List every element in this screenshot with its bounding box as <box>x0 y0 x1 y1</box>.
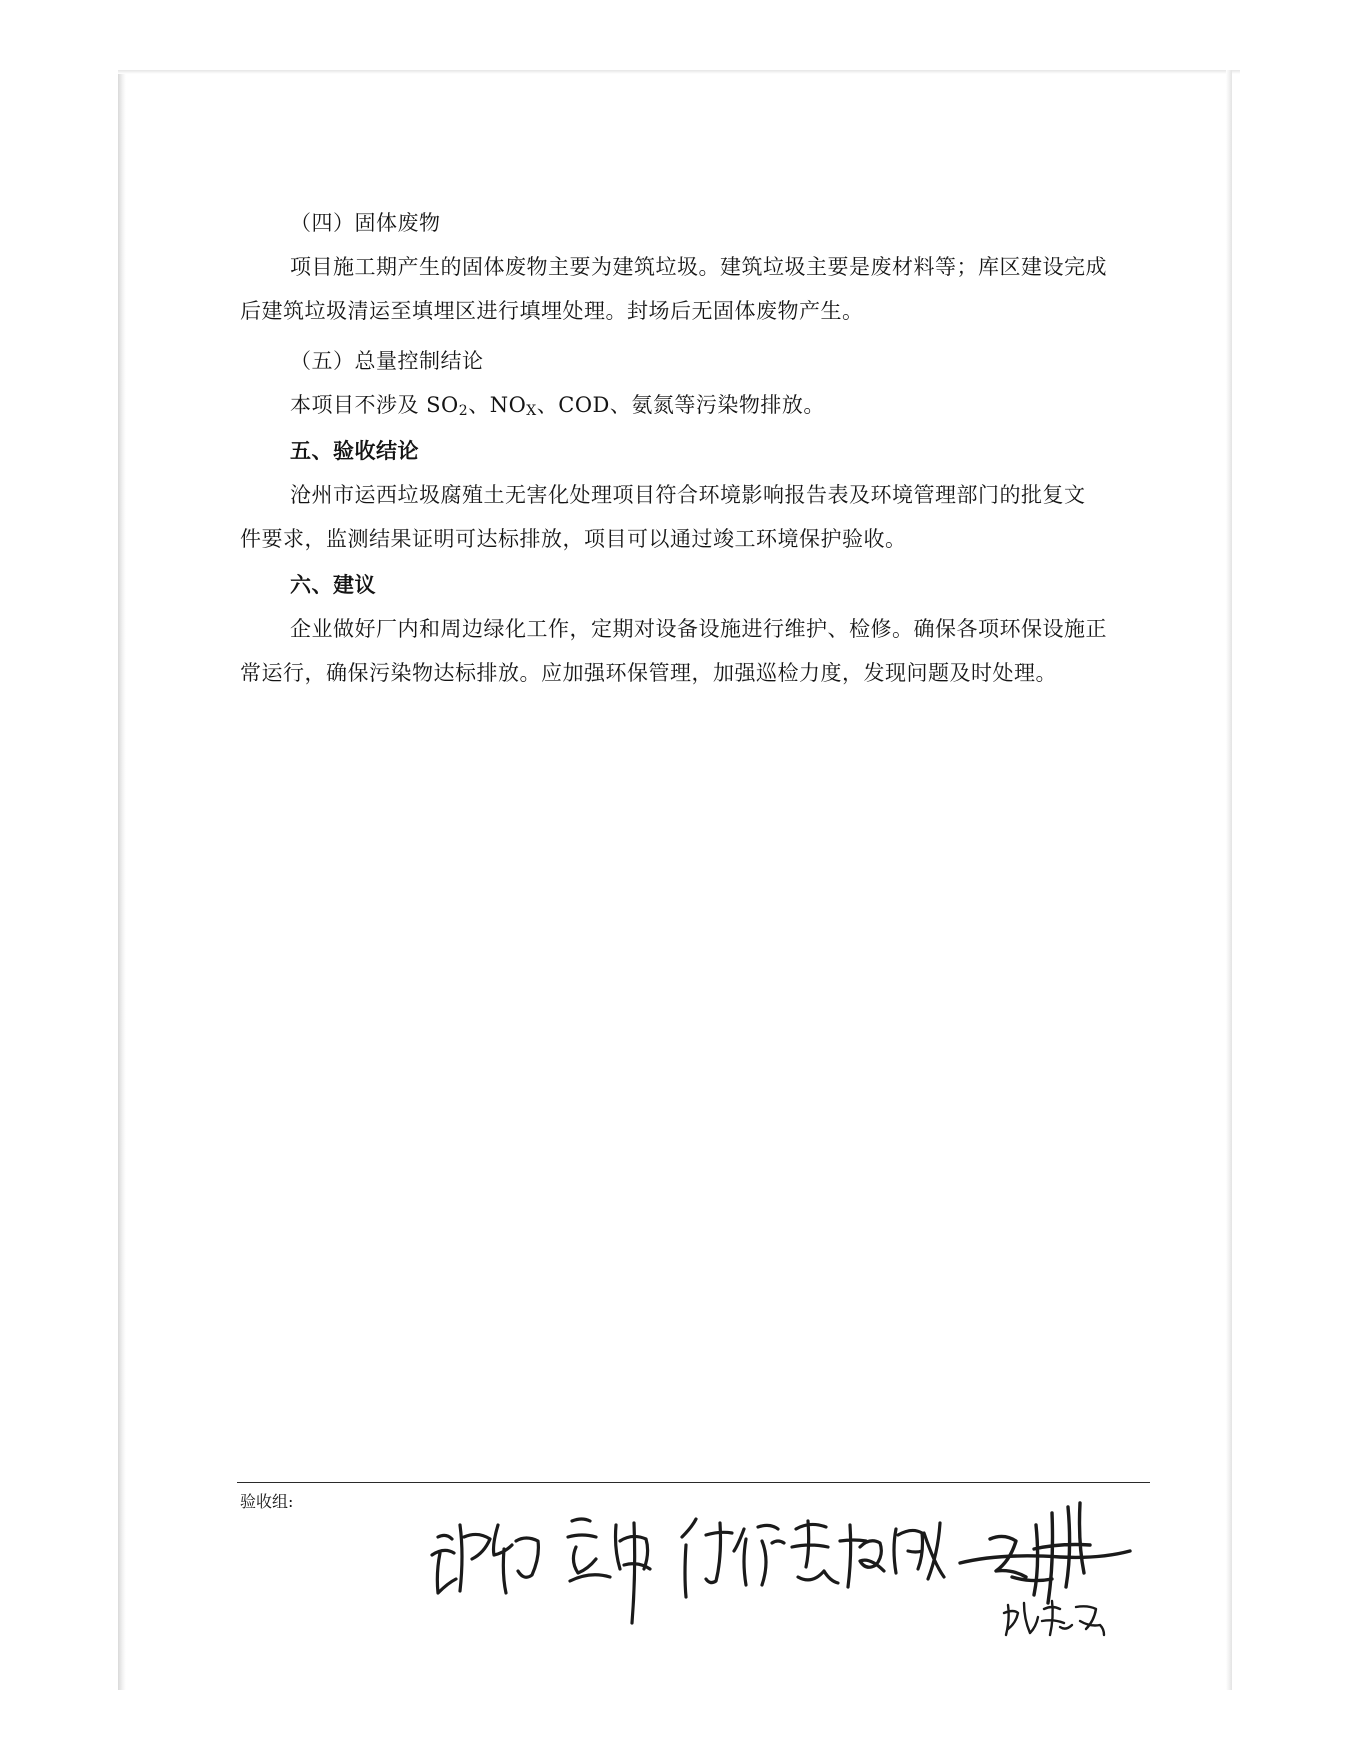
conclusion-line-1: 沧州市运西垃圾腐殖土无害化处理项目符合环境影响报告表及环境管理部门的批复文 <box>290 483 1086 507</box>
signature-4 <box>840 1523 944 1587</box>
suggestions-line-1: 企业做好厂内和周边绿化工作，定期对设备设施进行维护、检修。确保各项环保设施正 <box>290 617 1107 641</box>
acceptance-group-label: 验收组: <box>240 1492 294 1511</box>
signature-3 <box>682 1519 838 1597</box>
so2-subscript: 2 <box>458 403 469 419</box>
suggestions-line-2: 常运行，确保污染物达标排放。应加强环保管理，加强巡检力度，发现问题及时处理。 <box>240 661 1057 685</box>
total-control-text-post: 、COD、氨氮等污染物排放。 <box>536 393 825 417</box>
signature-5 <box>960 1503 1130 1603</box>
signature-divider <box>237 1482 1150 1483</box>
total-control-heading: （五）总量控制结论 <box>290 349 484 373</box>
signature-6 <box>1004 1601 1104 1635</box>
solid-waste-line-1: 项目施工期产生的固体废物主要为建筑垃圾。建筑垃圾主要是废材料等；库区建设完成 <box>290 255 1107 279</box>
total-control-text <box>290 390 825 420</box>
signature-2 <box>568 1519 650 1623</box>
total-control-text-pre: 本项目不涉及 SO <box>290 393 459 417</box>
signature-1 <box>432 1525 538 1593</box>
page-edge-left <box>118 70 126 1690</box>
solid-waste-heading: （四）固体废物 <box>290 211 441 235</box>
conclusion-heading: 五、验收结论 <box>290 438 419 463</box>
conclusion-line-2: 件要求，监测结果证明可达标排放，项目可以通过竣工环境保护验收。 <box>240 527 907 551</box>
page-edge-right <box>1226 70 1232 1690</box>
page-edge-top <box>118 70 1240 74</box>
suggestions-heading: 六、建议 <box>290 572 376 597</box>
total-control-text-mid: 、NO <box>468 393 527 417</box>
nox-subscript: X <box>526 403 537 419</box>
handwritten-signatures <box>420 1485 1220 1655</box>
solid-waste-line-2: 后建筑垃圾清运至填埋区进行填埋处理。封场后无固体废物产生。 <box>240 299 864 323</box>
